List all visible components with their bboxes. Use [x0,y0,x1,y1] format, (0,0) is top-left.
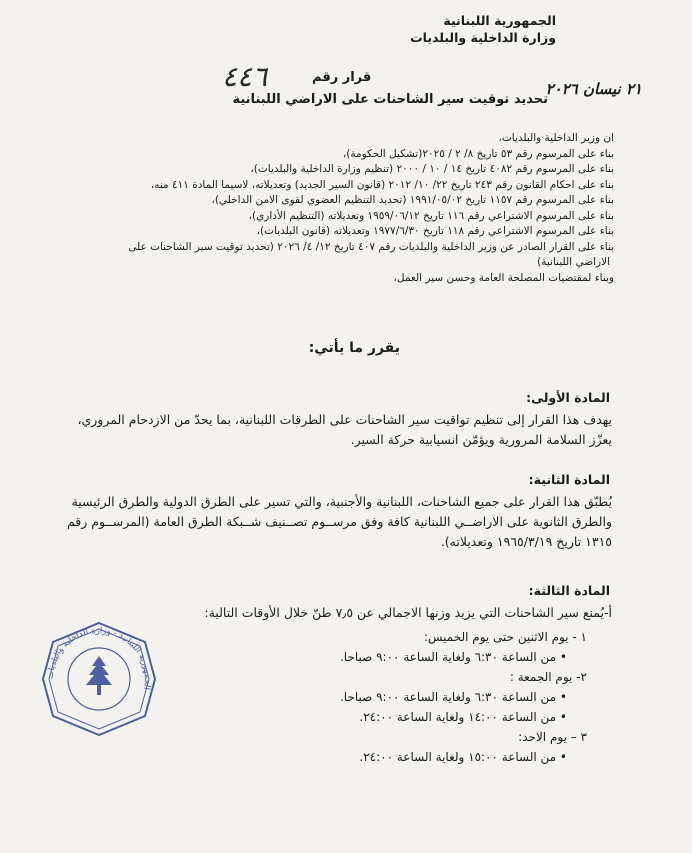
schedule-day: ٢- يوم الجمعة : [509,670,587,684]
article-1-line: يعزّز السلامة المرورية ويؤمّن انسيابية حركة السير. [350,432,612,447]
article-1-heading: المادة الأولى: [526,390,610,405]
article-2-body [0,492,612,552]
decision-label: قرار رقم [312,70,372,85]
article-3-heading: المادة الثالثة: [528,583,610,598]
cedar-icon [86,656,112,695]
article-2-line: يُطبّق هذا القرار على جميع الشاحنات، اللبنانية والأجنبية، والتي تسير على الطرق الدولية والطرق الرئيسية [71,494,612,509]
letterhead-ministry: وزارة الداخلية والبلديات [410,30,556,45]
preamble-line: وبناء لمقتضيات المصلحة العامة وحسن سير العمل، [393,271,614,284]
decision-date: ٢١ نيسان ٢٠٢٦ [545,80,642,98]
article-2-heading: المادة الثانية: [528,472,610,487]
article-3-ban: أ-يُمنع سير الشاحنات التي يزيد وزنها الاجمالي عن ٧٫٥ طنّ خلال الأوقات التالية: [204,605,612,620]
schedule-list [182,627,612,767]
article-2-line: ١٣١٥ تاريخ ١٩٦٥/٣/١٩ وتعديلاته). [440,534,612,549]
letterhead [366,12,556,46]
article-2-line: والطرق الثانوية على الاراضــي اللبنانية كافة وفق مرســوم تصــنيف شــبكة الطرق العامة (المرســوم رقم [66,514,612,529]
schedule-day: ١ - يوم الاثنين حتى يوم الخميس: [423,630,587,644]
schedule-slot: • من الساعة ١٤:٠٠ ولغاية الساعة ٢٤:٠٠. [182,707,612,727]
preamble-line: بناء على المرسوم رقم ٥٣ تاريخ ٨/ ٢ / ٢٠٢٥(تشكيل الحكومة)، [342,147,614,160]
decision-number: ٤٤٦ [222,60,268,93]
article-1-line: يهدف هذا القرار إلى تنظيم تواقيت سير الشاحنات على الطرقات اللبنانية، بما يحدّ من الازدحام المروري، [77,412,612,427]
schedule-slot: • من الساعة ١٥:٠٠ ولغاية الساعة ٢٤:٠٠. [182,747,612,767]
decision-title: تحديد توقيت سير الشاحنات على الاراضي اللبنانية [232,92,548,107]
preamble-line: بناء على احكام القانون رقم ٢٤٣ تاريخ ٢٢/ ١٠/ ٢٠١٢ (قانون السير الجديد) وتعديلاته، لاسيما المادة ٤١١ منه، [150,178,614,191]
stamp-text: الجمهورية اللبنانية - وزارة الداخلية والبلديات [45,625,153,691]
preamble-line: ان وزير الداخلية والبلديات، [498,132,614,144]
preamble [54,131,614,286]
preamble-line: بناء على المرسوم الاشتراعي رقم ١١٨ تاريخ ١٩٧٧/٦/٣٠ وتعديلاته (قانون البلديات)، [256,225,614,237]
preamble-line: بناء على القرار الصادر عن وزير الداخلية والبلديات رقم ٤٠٧ تاريخ ١٢/ ٤/ ٢٠٢٦ (تحديد توقيت سير الشاحنات على [128,240,614,253]
schedule-slot: • من الساعة ٦:٣٠ ولغاية الساعة ٩:٠٠ صباحا. [182,647,612,667]
ministry-stamp [40,620,158,738]
schedule-day: ٣ – يوم الاحد: [518,730,587,744]
article-1-body [0,410,612,450]
preamble-line: بناء على المرسوم الاشتراعي رقم ١١٦ تاريخ ١٩٥٩/٠٦/١٢ وتعديلاته (التنظيم الأداري)، [248,209,614,222]
preamble-line: بناء على المرسوم رقم ١١٥٧ تاريخ ١٩٩١/٠٥/٠٢ (تحديد التنظيم العضوي لقوى الامن الداخلي)، [211,194,614,206]
decides-heading: يقرر ما يأتي: [308,340,400,356]
preamble-line: الاراضي اللبنانية) [537,256,610,268]
preamble-line: بناء على المرسوم رقم ٤٠٨٢ تاريخ ١٤ / ١٠ / ٢٠٠٠ (تنظيم وزارة الداخلية والبلديات)، [250,163,614,175]
letterhead-republic: الجمهورية اللبنانية [443,13,556,28]
schedule-slot: • من الساعة ٦:٣٠ ولغاية الساعة ٩:٠٠ صباحا. [182,687,612,707]
